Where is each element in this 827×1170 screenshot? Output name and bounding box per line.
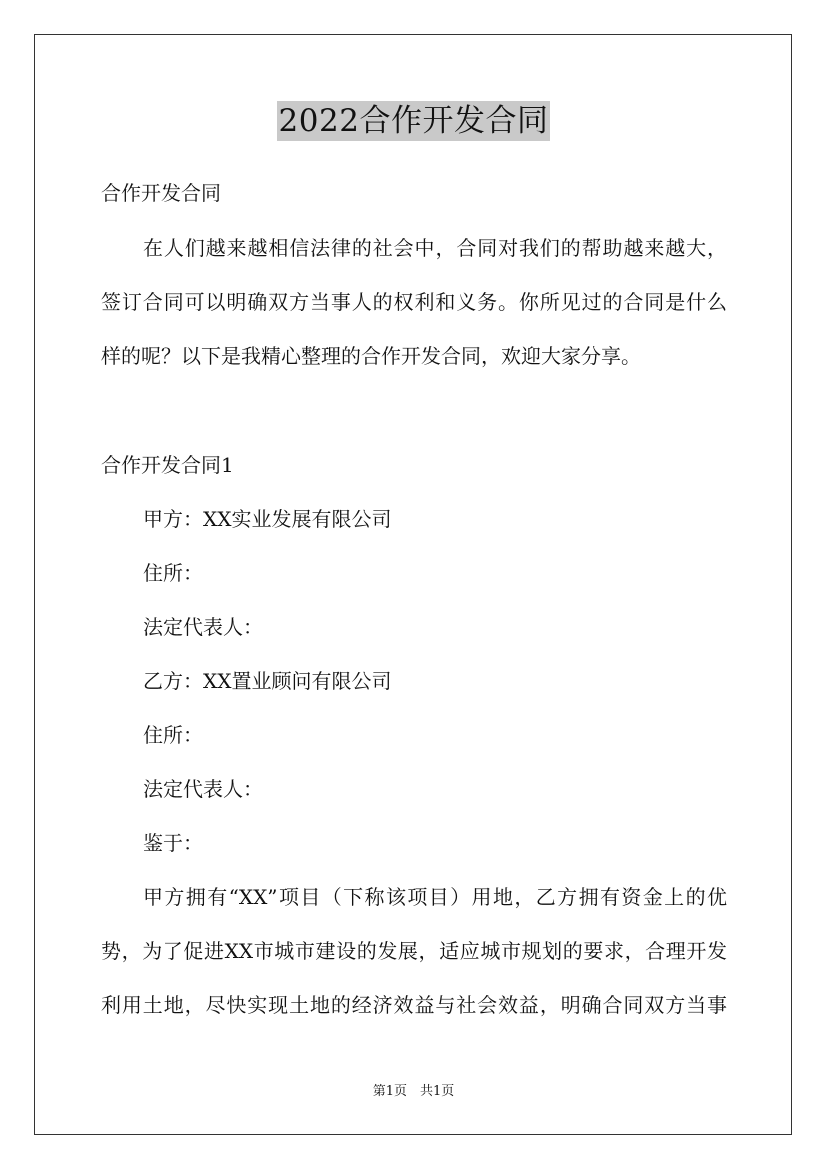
- party-a-representative: 法定代表人：: [143, 615, 263, 639]
- intro-line-1: 在人们越来越相信法律的社会中，合同对我们的帮助越来越大，: [143, 236, 727, 260]
- party-b-address: 住所：: [143, 723, 203, 747]
- party-b-name: 乙方：XX置业顾问有限公司: [143, 669, 392, 693]
- party-a-name: 甲方：XX实业发展有限公司: [143, 507, 392, 531]
- whereas-heading: 鉴于：: [143, 831, 203, 855]
- document-subtitle: 合作开发合同: [101, 181, 221, 205]
- intro-line-2: 签订合同可以明确双方当事人的权利和义务。你所见过的合同是什么: [101, 290, 727, 314]
- body-line-1: 甲方拥有“XX”项目（下称该项目）用地，乙方拥有资金上的优: [143, 885, 727, 909]
- body-line-3: 利用土地，尽快实现土地的经济效益与社会效益，明确合同双方当事: [101, 993, 727, 1017]
- page-footer: [0, 1083, 827, 1101]
- page-number-label: 第1页 共1页: [372, 1084, 455, 1099]
- section-heading: 合作开发合同1: [101, 453, 234, 477]
- title-container: [0, 101, 827, 141]
- intro-line-3: 样的呢？以下是我精心整理的合作开发合同，欢迎大家分享。: [101, 344, 641, 368]
- party-a-address: 住所：: [143, 561, 203, 585]
- party-b-representative: 法定代表人：: [143, 777, 263, 801]
- body-line-2: 势，为了促进XX市城市建设的发展，适应城市规划的要求，合理开发: [101, 939, 727, 963]
- document-title: 2022合作开发合同: [278, 103, 549, 139]
